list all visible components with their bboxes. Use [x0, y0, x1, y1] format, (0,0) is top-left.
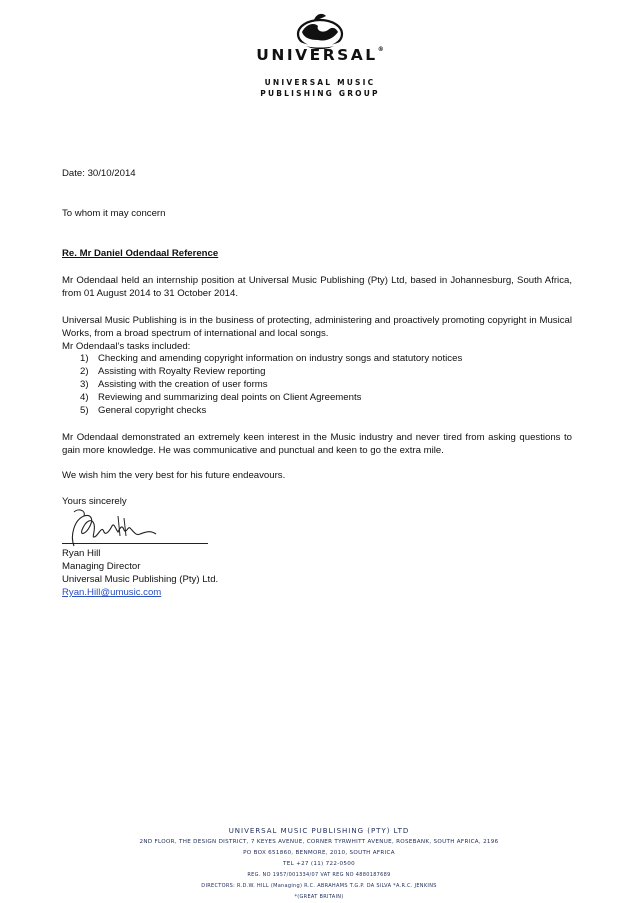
group-name-line1: UNIVERSAL MUSIC [264, 78, 376, 87]
list-text: Reviewing and summarizing deal points on Client Agreements [98, 392, 362, 404]
signatory-name: Ryan Hill [62, 548, 101, 559]
paragraph-performance: Mr Odendaal demonstrated an extremely keen interest in the Music industry and never tired from asking questions to gain more knowledge. He was communicative and punctual and keen to go the extra mile. [62, 432, 572, 456]
brand-wordmark: UNIVERSAL® [256, 46, 384, 64]
footer-directors: DIRECTORS: R.D.W. HILL (Managing) R.C. ABRAHAMS T.G.P. DA SILVA *A.R.C. JENKINS [201, 883, 437, 889]
list-text: Assisting with the creation of user forms [98, 379, 268, 391]
salutation: To whom it may concern [62, 208, 166, 219]
list-number: 2) [80, 366, 89, 378]
footer-nationality: *(GREAT BRITAIN) [294, 894, 344, 900]
signatory-company: Universal Music Publishing (Pty) Ltd. [62, 574, 219, 585]
list-item [80, 405, 462, 418]
signatory-title: Managing Director [62, 561, 141, 572]
list-item [80, 366, 462, 379]
list-text: Assisting with Royalty Review reporting [98, 366, 266, 378]
paragraph-wishes: We wish him the very best for his future endeavours. [62, 470, 286, 481]
list-item [80, 392, 462, 405]
list-text: Checking and amending copyright information on industry songs and statutory notices [98, 353, 463, 364]
tasks-intro: Mr Odendaal’s tasks included: [62, 341, 191, 352]
signature-line [62, 543, 208, 544]
paragraph-business: Universal Music Publishing is in the business of protecting, administering and proactively promoting copyright in Musical Works, from a broad spectrum of international and local songs. [62, 315, 572, 339]
list-item [80, 353, 462, 366]
list-item [80, 379, 462, 392]
list-number: 1) [80, 353, 89, 364]
letter-date: Date: 30/10/2014 [62, 168, 136, 179]
group-name-line2: PUBLISHING GROUP [260, 89, 380, 98]
list-text: General copyright checks [98, 405, 207, 417]
list-number: 5) [80, 405, 89, 417]
signatory-email-link[interactable]: Ryan.Hill@umusic.com [62, 587, 162, 598]
footer-address: 2ND FLOOR, THE DESIGN DISTRICT, 7 KEYES AVENUE, CORNER TYRWHITT AVENUE, ROSEBANK, SOUTH AFRICA, 2196 [139, 839, 499, 845]
universal-logo [240, 12, 400, 98]
footer-company: UNIVERSAL MUSIC PUBLISHING (PTY) LTD [228, 827, 410, 835]
globe-icon [292, 12, 348, 50]
letterhead-footer [0, 826, 638, 903]
paragraph-internship: Mr Odendaal held an internship position at Universal Music Publishing (Pty) Ltd, based in Johannesburg, South Africa, from 01 August 2014 to 31 October 2014. [62, 275, 572, 299]
footer-registration: REG. NO 1957/001334/07 VAT REG NO 4880187689 [247, 872, 391, 878]
closing: Yours sincerely [62, 496, 127, 507]
list-number: 4) [80, 392, 89, 404]
tasks-list [80, 353, 462, 418]
footer-po-box: PO BOX 651860, BENMORE, 2010, SOUTH AFRICA [243, 850, 395, 856]
subject-line: Re. Mr Daniel Odendaal Reference [62, 248, 219, 259]
footer-telephone: TEL +27 (11) 722-0500 [283, 861, 355, 867]
list-number: 3) [80, 379, 89, 391]
